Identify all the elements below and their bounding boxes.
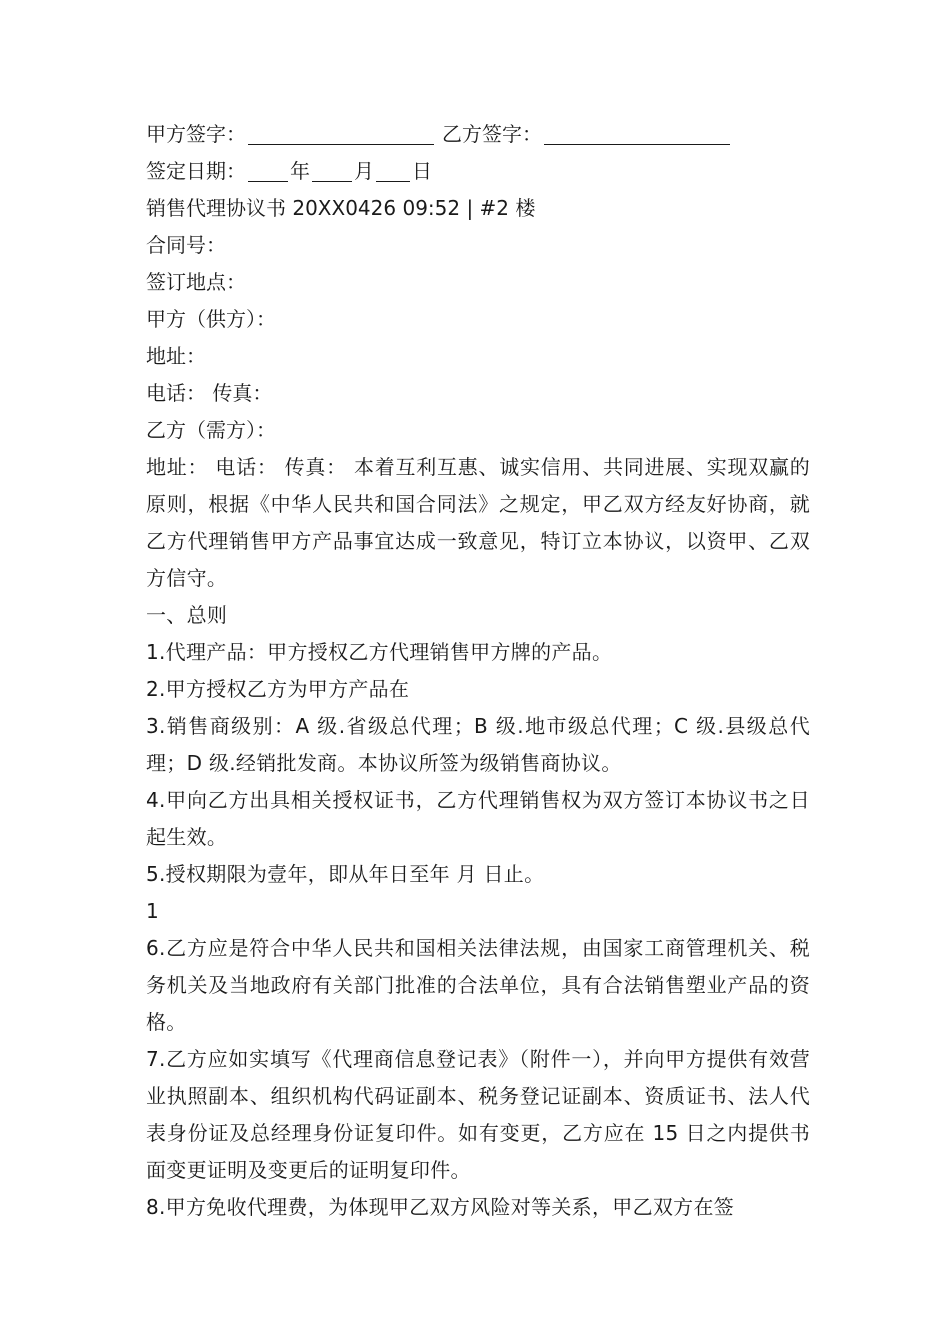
party-b-signature-blank bbox=[544, 122, 730, 145]
clause-7: 7.乙方应如实填写《代理商信息登记表》（附件一），并向甲方提供有效营业执照副本、组织机构代码证副本、税务登记证副本、资质证书、法人代表身份证及总经理身份证复印件。如有变更，乙方应在 15 日之内提供书面变更证明及变更后的证明复印件。 bbox=[146, 1047, 810, 1182]
party-b-signature-label: 乙方签字： bbox=[442, 122, 542, 146]
section-heading-general: 一、总则 bbox=[146, 603, 228, 627]
clause-3: 3.销售商级别：A 级.省级总代理；B 级.地市级总代理；C 级.县级总代理；D 级.经销批发商。本协议所签为级销售商协议。 bbox=[146, 714, 810, 775]
field-address: 地址： bbox=[146, 344, 206, 368]
field-party-a: 甲方（供方）： bbox=[146, 307, 276, 331]
page-number: 1 bbox=[146, 899, 160, 923]
clause-4: 4.甲向乙方出具相关授权证书，乙方代理销售权为双方签订本协议书之日起生效。 bbox=[146, 788, 810, 849]
field-signing-location: 签订地点： bbox=[146, 270, 246, 294]
clause-2: 2.甲方授权乙方为甲方产品在 bbox=[146, 677, 410, 701]
field-party-b: 乙方（需方）： bbox=[146, 418, 276, 442]
year-label: 年 bbox=[290, 159, 310, 183]
clause-6: 6.乙方应是符合中华人民共和国相关法律法规，由国家工商管理机关、税务机关及当地政府有关部门批准的合法单位，具有合法销售塑业产品的资格。 bbox=[146, 936, 810, 1034]
signature-line bbox=[146, 116, 810, 153]
day-label: 日 bbox=[412, 159, 432, 183]
date-line bbox=[146, 153, 810, 190]
field-phone-fax: 电话： 传真： bbox=[146, 381, 273, 405]
field-contract-number: 合同号： bbox=[146, 233, 226, 257]
month-label: 月 bbox=[354, 159, 374, 183]
paragraph-preamble: 地址： 电话： 传真： 本着互利互惠、诚实信用、共同进展、实现双赢的原则，根据《中华人民共和国合同法》之规定，甲乙双方经友好协商，就乙方代理销售甲方产品事宜达成一致意见，特订立本协议，以资甲、乙双方信守。 bbox=[146, 455, 810, 590]
document-title-line: 销售代理协议书 20XX0426 09:52 | #2 楼 bbox=[146, 196, 536, 220]
party-a-signature-blank bbox=[248, 122, 434, 145]
clause-5: 5.授权期限为壹年，即从年日至年 月 日止。 bbox=[146, 862, 545, 886]
day-blank bbox=[376, 159, 410, 182]
date-label: 签定日期： bbox=[146, 159, 246, 183]
month-blank bbox=[312, 159, 352, 182]
year-blank bbox=[248, 159, 288, 182]
document-page bbox=[146, 116, 810, 1226]
party-a-signature-label: 甲方签字： bbox=[146, 122, 246, 146]
clause-1: 1.代理产品：甲方授权乙方代理销售甲方牌的产品。 bbox=[146, 640, 613, 664]
clause-8: 8.甲方免收代理费，为体现甲乙双方风险对等关系，甲乙双方在签 bbox=[146, 1195, 735, 1219]
